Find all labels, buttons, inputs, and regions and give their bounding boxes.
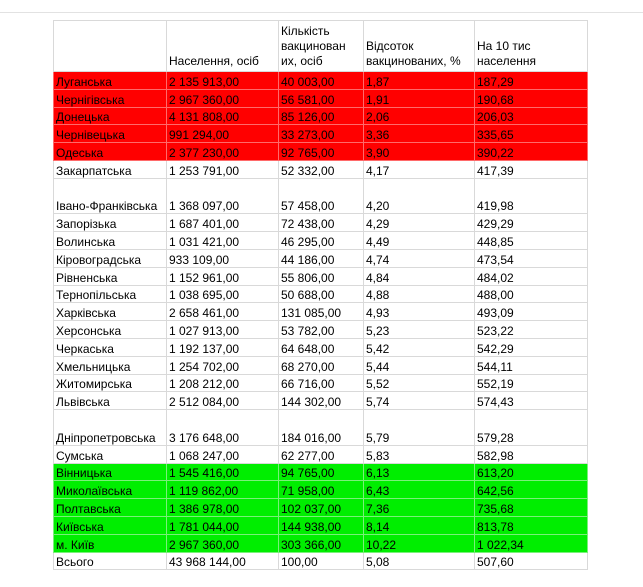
cell-percent: 6,13 [364,463,475,481]
cell-population: 43 968 144,00 [167,552,279,570]
cell-population: 2 658 461,00 [167,303,279,321]
table-row [54,321,588,339]
cell-population: 1 038 695,00 [167,285,279,303]
cell-vaccinated: 66 716,00 [279,374,364,392]
cell-percent: 10,22 [364,534,475,552]
table-row [54,356,588,374]
cell-per10k: 544,11 [475,356,588,374]
cell-percent: 4,49 [364,232,475,250]
cell-per10k: 582,98 [475,445,588,463]
header-percent: Відсоток вакцинованих, % [364,21,475,72]
cell-vaccinated: 56 581,00 [279,89,364,107]
header-population: Населення, осіб [167,21,279,72]
cell-percent: 4,93 [364,303,475,321]
cell-population: 2 967 360,00 [167,534,279,552]
table-row [54,463,588,481]
table-row [54,374,588,392]
cell-population: 1 687 401,00 [167,214,279,232]
cell-region: Тернопільська [54,285,167,303]
cell-per10k: 552,19 [475,374,588,392]
cell-percent: 4,74 [364,249,475,267]
cell-percent: 5,08 [364,552,475,570]
cell-population: 1 119 862,00 [167,481,279,499]
cell-percent: 4,88 [364,285,475,303]
cell-region: Чернівецька [54,125,167,143]
cell-region: Волинська [54,232,167,250]
cell-population: 1 152 961,00 [167,267,279,285]
table-row [54,72,588,90]
cell-population: 933 109,00 [167,249,279,267]
cell-region: Івано-Франківська [54,178,167,214]
cell-vaccinated: 102 037,00 [279,499,364,517]
cell-per10k: 493,09 [475,303,588,321]
cell-vaccinated: 85 126,00 [279,107,364,125]
cell-vaccinated: 131 085,00 [279,303,364,321]
header-per10k: На 10 тис населення [475,21,588,72]
cell-percent: 5,79 [364,410,475,446]
cell-region: Житомирська [54,374,167,392]
cell-region: Черкаська [54,338,167,356]
cell-population: 1 253 791,00 [167,160,279,178]
cell-per10k: 419,98 [475,178,588,214]
table-row [54,214,588,232]
cell-vaccinated: 144 302,00 [279,392,364,410]
cell-percent: 4,17 [364,160,475,178]
cell-percent: 2,06 [364,107,475,125]
cell-region: Кіровоградська [54,249,167,267]
table-row [54,338,588,356]
cell-per10k: 429,29 [475,214,588,232]
cell-vaccinated: 94 765,00 [279,463,364,481]
cell-population: 991 294,00 [167,125,279,143]
cell-region: Полтавська [54,499,167,517]
table-row [54,445,588,463]
cell-per10k: 542,29 [475,338,588,356]
cell-per10k: 488,00 [475,285,588,303]
table-row [54,552,588,570]
cell-percent: 5,74 [364,392,475,410]
cell-per10k: 417,39 [475,160,588,178]
cell-per10k: 390,22 [475,143,588,161]
cell-per10k: 1 022,34 [475,534,588,552]
cell-vaccinated: 40 003,00 [279,72,364,90]
vaccination-table [53,20,588,570]
cell-percent: 4,84 [364,267,475,285]
cell-population: 3 176 648,00 [167,410,279,446]
cell-percent: 1,91 [364,89,475,107]
table-row [54,232,588,250]
cell-population: 2 135 913,00 [167,72,279,90]
cell-population: 4 131 808,00 [167,107,279,125]
cell-percent: 8,14 [364,516,475,534]
cell-region: Донецька [54,107,167,125]
cell-vaccinated: 303 366,00 [279,534,364,552]
table-row [54,249,588,267]
cell-percent: 4,29 [364,214,475,232]
cell-population: 1 254 702,00 [167,356,279,374]
cell-population: 1 545 416,00 [167,463,279,481]
cell-region: Вінницька [54,463,167,481]
cell-region: Одеська [54,143,167,161]
cell-per10k: 448,85 [475,232,588,250]
table-row [54,410,588,446]
cell-percent: 7,36 [364,499,475,517]
cell-population: 2 512 084,00 [167,392,279,410]
cell-vaccinated: 52 332,00 [279,160,364,178]
table-row [54,516,588,534]
cell-per10k: 187,29 [475,72,588,90]
cell-region: м. Київ [54,534,167,552]
cell-vaccinated: 64 648,00 [279,338,364,356]
cell-per10k: 484,02 [475,267,588,285]
cell-per10k: 206,03 [475,107,588,125]
cell-percent: 3,36 [364,125,475,143]
header-region [54,21,167,72]
cell-per10k: 574,43 [475,392,588,410]
table-row [54,499,588,517]
table-row [54,107,588,125]
cell-per10k: 335,65 [475,125,588,143]
cell-per10k: 523,22 [475,321,588,339]
cell-vaccinated: 53 782,00 [279,321,364,339]
cell-region: Закарпатська [54,160,167,178]
table-row [54,481,588,499]
header-vaccinated: Кількість вакцинован их, осіб [279,21,364,72]
cell-region: Харківська [54,303,167,321]
cell-per10k: 473,54 [475,249,588,267]
cell-region: Всього [54,552,167,570]
cell-region: Львівська [54,392,167,410]
cell-vaccinated: 144 938,00 [279,516,364,534]
cell-region: Дніпропетровська [54,410,167,446]
table-row [54,143,588,161]
cell-percent: 5,23 [364,321,475,339]
cell-region: Луганська [54,72,167,90]
cell-population: 1 368 097,00 [167,178,279,214]
cell-percent: 3,90 [364,143,475,161]
cell-vaccinated: 184 016,00 [279,410,364,446]
cell-vaccinated: 50 688,00 [279,285,364,303]
cell-per10k: 642,56 [475,481,588,499]
cell-region: Чернігівська [54,89,167,107]
table-row [54,285,588,303]
cell-percent: 6,43 [364,481,475,499]
cell-per10k: 735,68 [475,499,588,517]
cell-population: 1 027 913,00 [167,321,279,339]
cell-population: 2 377 230,00 [167,143,279,161]
cell-region: Миколаївська [54,481,167,499]
cell-population: 2 967 360,00 [167,89,279,107]
cell-region: Сумська [54,445,167,463]
cell-per10k: 190,68 [475,89,588,107]
table-row [54,125,588,143]
cell-per10k: 813,78 [475,516,588,534]
cell-per10k: 613,20 [475,463,588,481]
cell-vaccinated: 33 273,00 [279,125,364,143]
cell-region: Київська [54,516,167,534]
cell-percent: 4,20 [364,178,475,214]
cell-vaccinated: 68 270,00 [279,356,364,374]
cell-region: Рівненська [54,267,167,285]
cell-percent: 5,42 [364,338,475,356]
cell-percent: 5,52 [364,374,475,392]
cell-vaccinated: 100,00 [279,552,364,570]
cell-region: Херсонська [54,321,167,339]
cell-region: Хмельницька [54,356,167,374]
cell-population: 1 192 137,00 [167,338,279,356]
cell-vaccinated: 62 277,00 [279,445,364,463]
cell-region: Запорізька [54,214,167,232]
header-row [54,21,588,72]
cell-per10k: 507,60 [475,552,588,570]
cell-vaccinated: 57 458,00 [279,178,364,214]
table-row [54,267,588,285]
table-row [54,303,588,321]
cell-population: 1 208 212,00 [167,374,279,392]
cell-percent: 5,83 [364,445,475,463]
table-row [54,178,588,214]
cell-population: 1 068 247,00 [167,445,279,463]
cell-vaccinated: 71 958,00 [279,481,364,499]
cell-vaccinated: 46 295,00 [279,232,364,250]
table-row [54,89,588,107]
cell-percent: 5,44 [364,356,475,374]
page-edge [0,12,643,13]
cell-population: 1 781 044,00 [167,516,279,534]
cell-vaccinated: 92 765,00 [279,143,364,161]
cell-percent: 1,87 [364,72,475,90]
cell-population: 1 386 978,00 [167,499,279,517]
table-row [54,392,588,410]
table-row [54,534,588,552]
cell-per10k: 579,28 [475,410,588,446]
table-row [54,160,588,178]
cell-vaccinated: 44 186,00 [279,249,364,267]
cell-population: 1 031 421,00 [167,232,279,250]
cell-vaccinated: 55 806,00 [279,267,364,285]
cell-vaccinated: 72 438,00 [279,214,364,232]
